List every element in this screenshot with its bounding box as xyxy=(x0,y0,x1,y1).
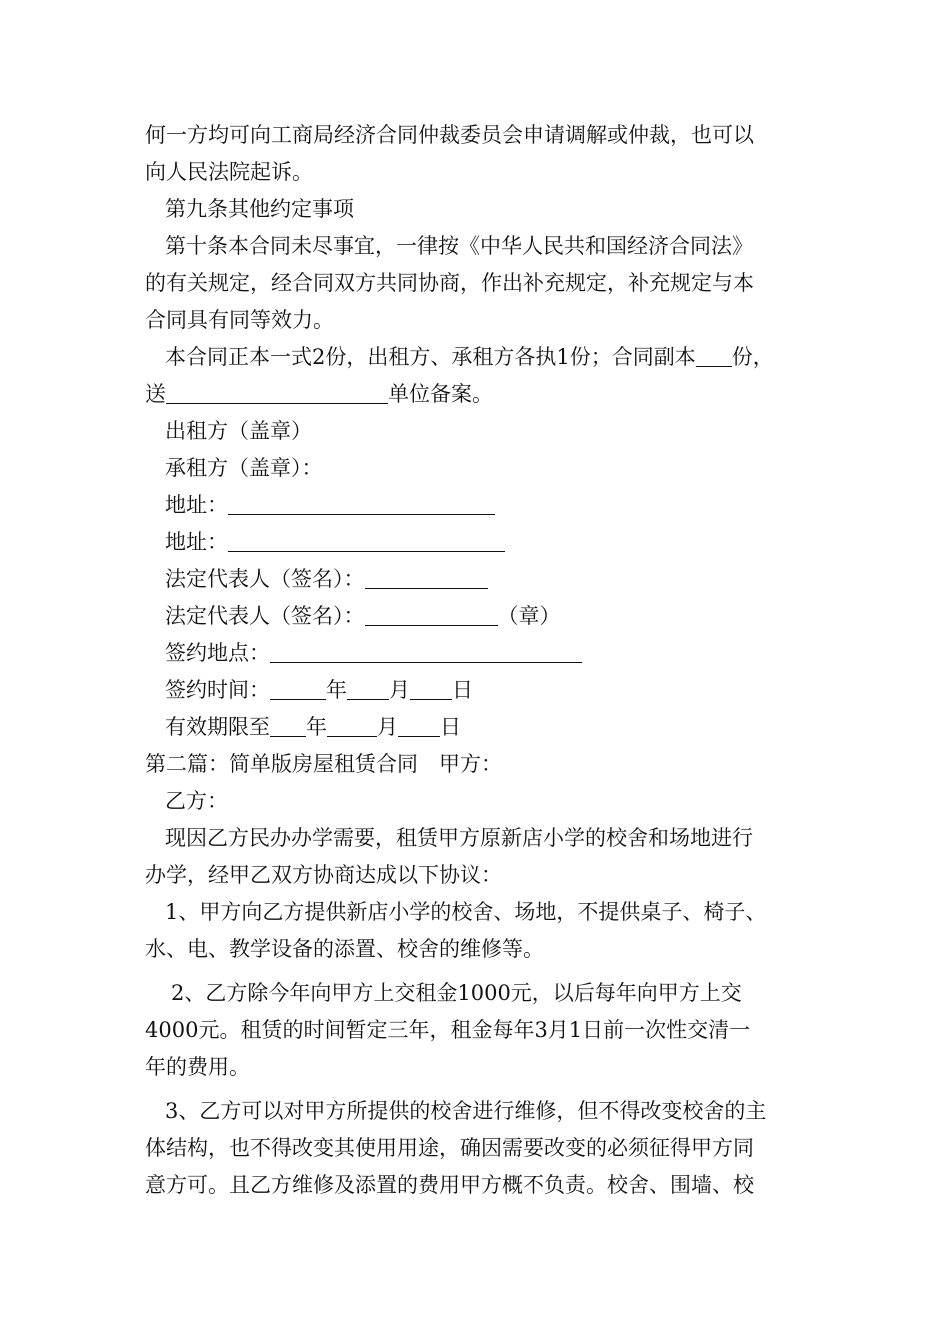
copies-blank[interactable] xyxy=(696,344,732,367)
day-blank[interactable] xyxy=(410,677,452,700)
party-b: 乙方： xyxy=(165,789,228,813)
section-title: 第二篇：简单版房屋租赁合同 甲方： xyxy=(145,752,502,776)
legal-rep-blank-2[interactable] xyxy=(365,603,498,626)
preamble: 现因乙方民办办学需要，租赁甲方原新店小学的校舍和场地进行 xyxy=(165,826,753,850)
lessor-seal: 出租方（盖章） xyxy=(165,419,312,443)
text-line: 意方可。且乙方维修及添置的费用甲方概不负责。校舍、围墙、校 xyxy=(145,1173,754,1197)
address-blank-1[interactable] xyxy=(228,492,495,515)
text-line: 何一方均可向工商局经济合同仲裁委员会申请调解或仲裁，也可以 xyxy=(145,123,754,147)
article-10: 第十条本合同未尽事宜，一律按《中华人民共和国经济合同法》 xyxy=(165,234,753,258)
clause-1: 1、甲方向乙方提供新店小学的校舍、场地，不提供桌子、椅子、 xyxy=(165,900,767,924)
month-blank[interactable] xyxy=(347,677,389,700)
text-line: 的有关规定，经合同双方共同协商，作出补充规定，补充规定与本 xyxy=(145,271,754,295)
text-line: 年的费用。 xyxy=(145,1055,250,1079)
signing-place-blank[interactable] xyxy=(270,640,582,663)
validity-year-blank[interactable] xyxy=(270,714,306,737)
validity-month-blank[interactable] xyxy=(327,714,377,737)
document-page xyxy=(145,117,825,1204)
legal-rep-field-2: 法定代表人（签名）： （章） xyxy=(165,604,561,628)
clause-2: 2、乙方除今年向甲方上交租金1000元，以后每年向甲方上交 xyxy=(171,981,742,1005)
text-line: 体结构，也不得改变其使用用途，确因需要改变的必须征得甲方同 xyxy=(145,1136,754,1160)
validity-day-blank[interactable] xyxy=(398,714,440,737)
clause-3: 3、乙方可以对甲方所提供的校舍进行维修，但不得改变校舍的主 xyxy=(165,1099,767,1123)
copies-clause: 本合同正本一式2份，出租方、承租方各执1份；合同副本 份， xyxy=(165,345,774,369)
legal-rep-blank-1[interactable] xyxy=(365,566,488,589)
text-line: 4000元。租赁的时间暂定三年，租金每年3月1日前一次性交清一 xyxy=(145,1018,751,1042)
text-line: 合同具有同等效力。 xyxy=(145,308,334,332)
filing-unit-blank[interactable] xyxy=(166,381,388,404)
address-field-1: 地址： xyxy=(145,487,825,524)
text-line: 办学，经甲乙双方协商达成以下协议： xyxy=(145,863,502,887)
legal-rep-field-1: 法定代表人（签名）： xyxy=(145,561,825,598)
article-9-heading: 第九条其他约定事项 xyxy=(165,197,354,221)
validity-field: 有效期限至 年 月 日 xyxy=(165,715,461,739)
text-line: 向人民法院起诉。 xyxy=(145,160,313,184)
filing-clause: 送 单位备案。 xyxy=(145,382,493,406)
address-blank-2[interactable] xyxy=(228,529,505,552)
text-line: 水、电、教学设备的添置、校舍的维修等。 xyxy=(145,937,544,961)
year-blank[interactable] xyxy=(270,677,326,700)
lessee-seal: 承租方（盖章）： xyxy=(165,456,323,480)
signing-date-field: 签约时间： 年 月 日 xyxy=(165,678,473,702)
signing-place-field: 签约地点： xyxy=(145,635,825,672)
address-field-2: 地址： xyxy=(145,524,825,561)
